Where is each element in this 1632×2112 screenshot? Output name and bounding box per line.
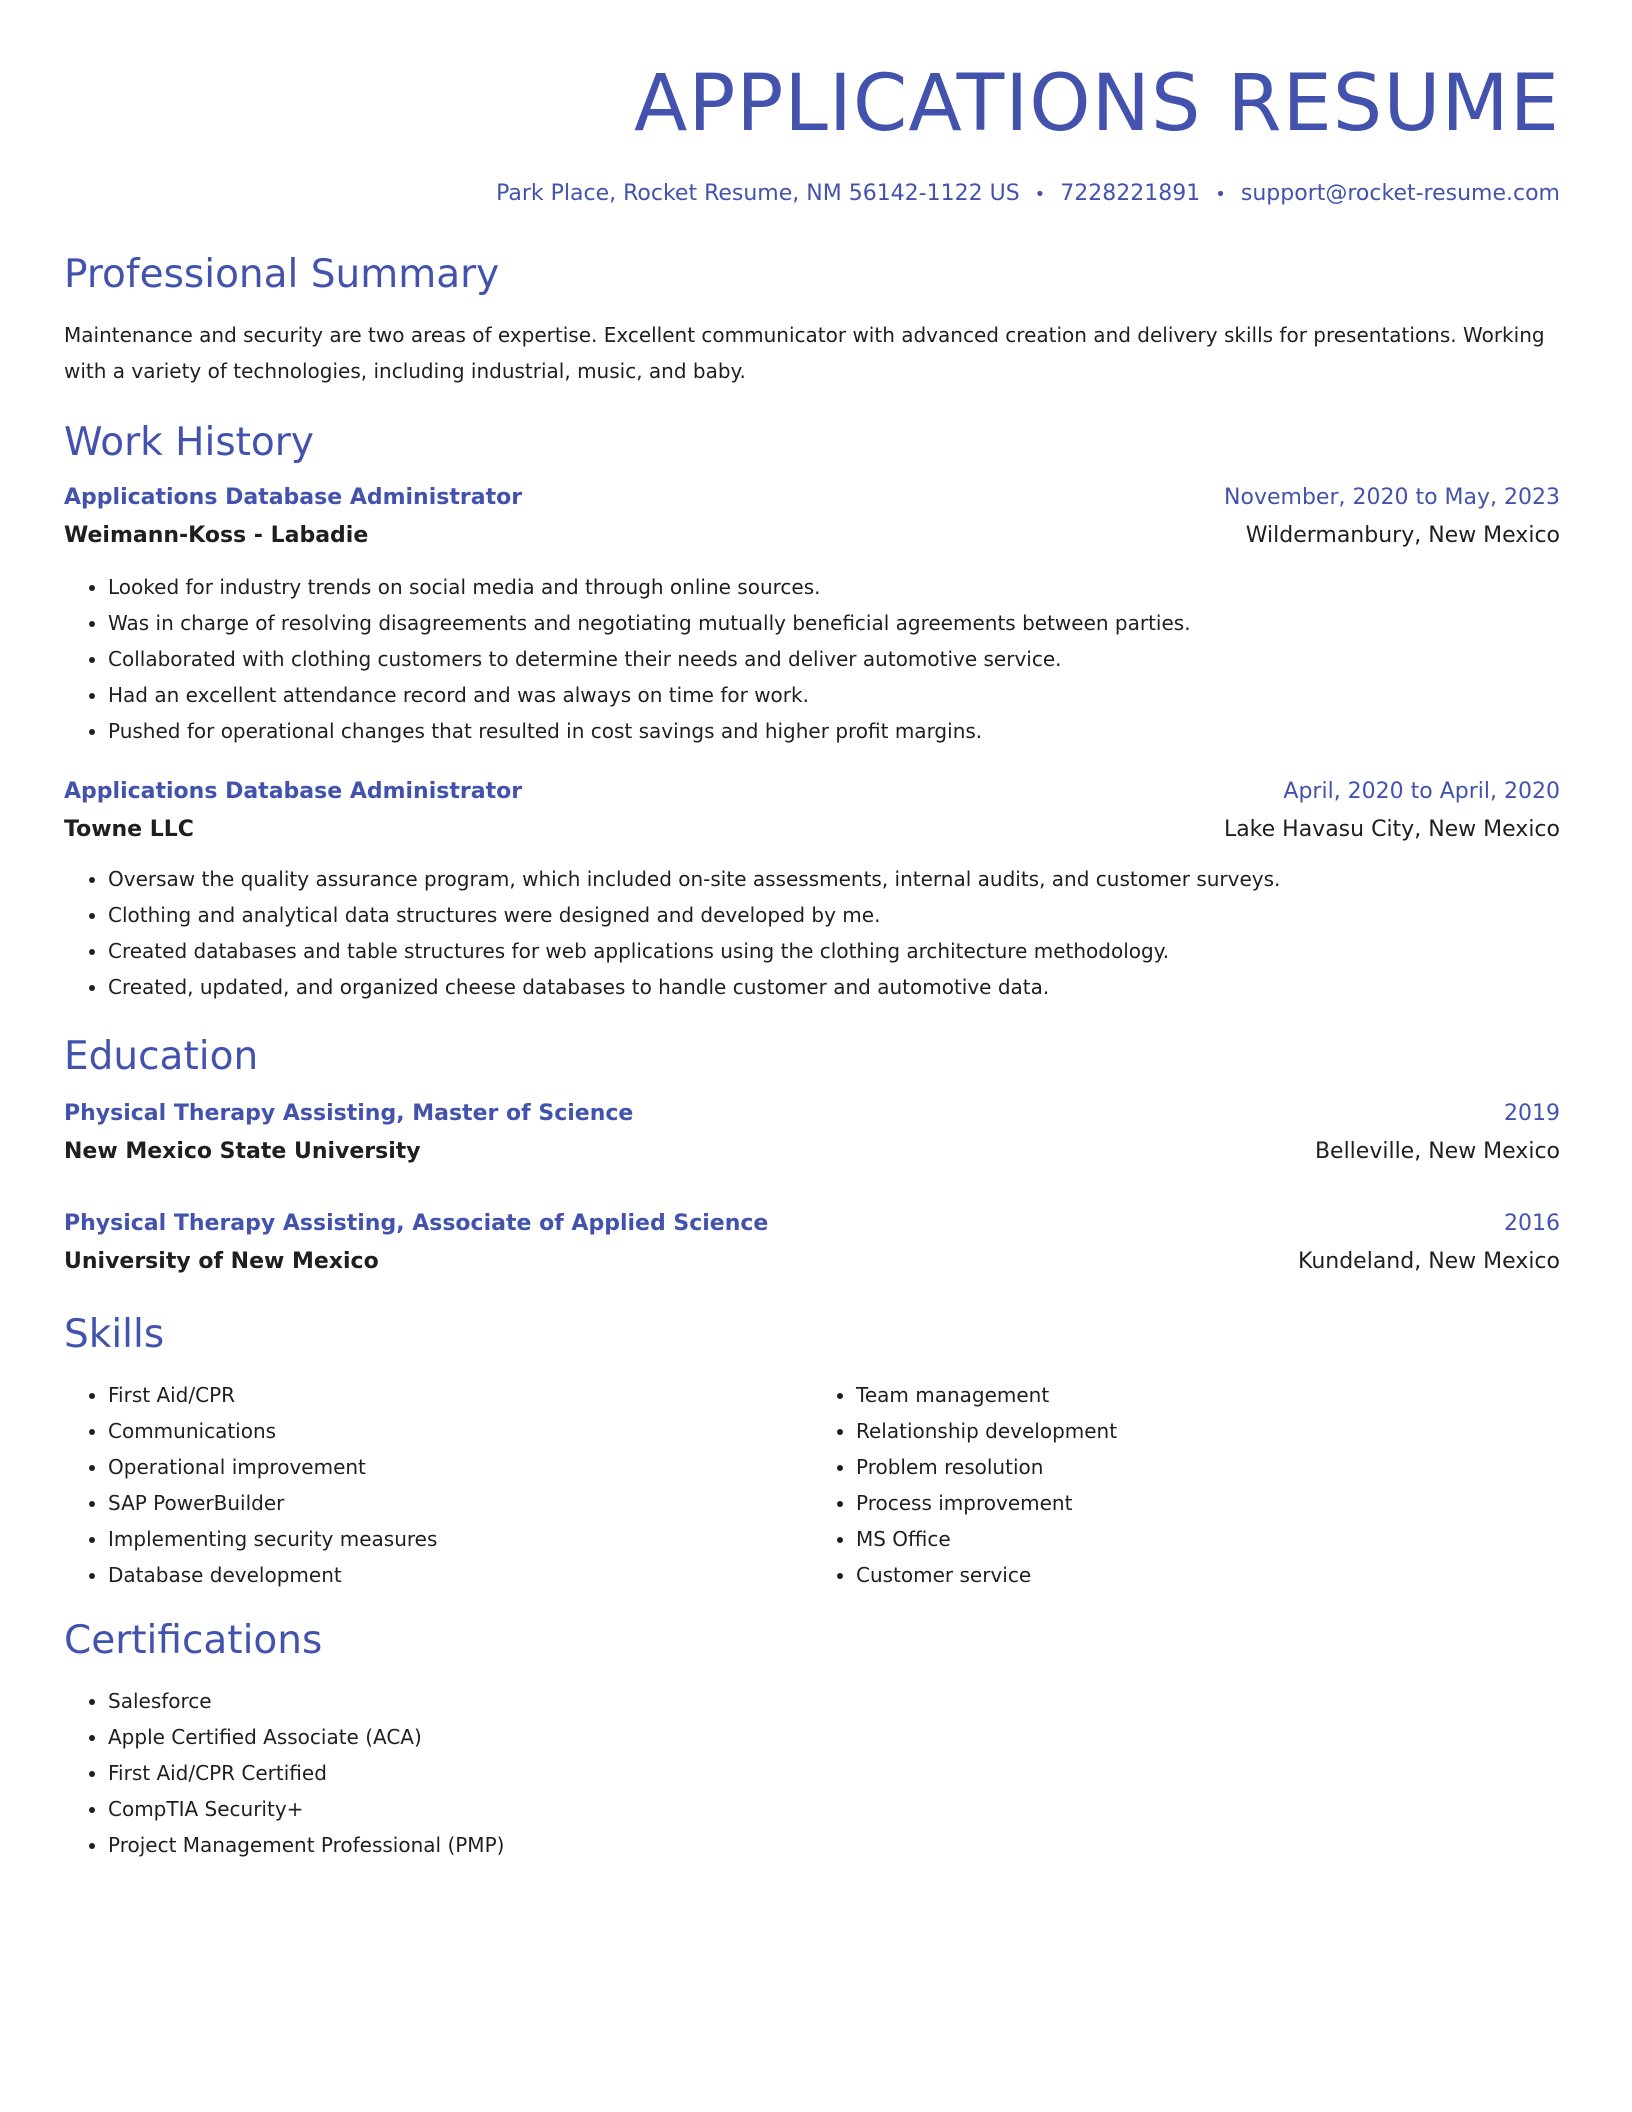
skill-item: • MS Office	[856, 1521, 1560, 1557]
degree-year: 2016	[1504, 1211, 1560, 1236]
section-title-work-history: Work History	[64, 420, 314, 465]
work-entry	[64, 479, 1560, 749]
summary-text: Maintenance and security are two areas of expertise. Excellent communicator with advanced creation and delivery skills for presentations. Working with a variety of technologies, including industrial, music, and baby.	[64, 323, 1545, 383]
education-entry	[64, 1095, 1560, 1171]
school-location: Belleville, New Mexico	[1314, 1139, 1560, 1164]
degree-name: Physical Therapy Assisting, Master of Science	[64, 1101, 634, 1126]
school-location: Kundeland, New Mexico	[1297, 1249, 1560, 1274]
resume-header	[64, 0, 1560, 213]
list-item: • Was in charge of resolving disagreements and negotiating mutually beneficial agreements between parties.	[108, 605, 1560, 641]
contact-separator: •	[1034, 184, 1046, 205]
skill-item: • Team management	[856, 1377, 1560, 1413]
job-employer: Weimann-Koss - Labadie	[64, 523, 369, 548]
job-role: Applications Database Administrator	[64, 485, 523, 510]
certification-item: • First Aid/CPR Certified	[108, 1755, 1560, 1791]
skill-item: • Customer service	[856, 1557, 1560, 1593]
skill-item: • Implementing security measures	[108, 1521, 812, 1557]
skill-item: • Communications	[108, 1413, 812, 1449]
section-title-summary: Professional Summary	[64, 252, 500, 297]
job-bullets	[64, 861, 1560, 1005]
skill-item: • Problem resolution	[856, 1449, 1560, 1485]
contact-separator: •	[1215, 184, 1226, 205]
skill-item: • First Aid/CPR	[108, 1377, 812, 1413]
list-item: • Looked for industry trends on social media and through online sources.	[108, 569, 1560, 605]
section-title-skills: Skills	[64, 1312, 165, 1357]
job-employer: Towne LLC	[64, 817, 194, 842]
certification-item: • Project Management Professional (PMP)	[108, 1827, 1560, 1863]
job-location: Lake Havasu City, New Mexico	[1223, 817, 1560, 842]
skills-list-right	[812, 1377, 1560, 1593]
contact-address: Park Place, Rocket Resume, NM 56142-1122 US	[496, 181, 1020, 206]
work-entry	[64, 773, 1560, 1005]
job-dates: April, 2020 to April, 2020	[1283, 779, 1560, 804]
resume-name: APPLICATIONS RESUME	[633, 59, 1560, 149]
certifications-list	[64, 1683, 1560, 1863]
list-item: • Pushed for operational changes that resulted in cost savings and higher profit margins.	[108, 713, 1560, 749]
contact-line	[64, 176, 1560, 213]
contact-email: support@rocket-resume.com	[1240, 181, 1560, 206]
degree-name: Physical Therapy Assisting, Associate of Applied Science	[64, 1211, 769, 1236]
job-dates: November, 2020 to May, 2023	[1224, 485, 1560, 510]
job-location: Wildermanbury, New Mexico	[1245, 523, 1560, 548]
list-item: • Collaborated with clothing customers to determine their needs and deliver automotive service.	[108, 641, 1560, 677]
list-item: • Created databases and table structures for web applications using the clothing architecture methodology.	[108, 933, 1560, 969]
section-title-certifications: Certifications	[64, 1618, 323, 1663]
skill-item: • Operational improvement	[108, 1449, 812, 1485]
skill-item: • Relationship development	[856, 1413, 1560, 1449]
skill-item: • Process improvement	[856, 1485, 1560, 1521]
list-item: • Clothing and analytical data structures were designed and developed by me.	[108, 897, 1560, 933]
resume-page	[64, 0, 1560, 1863]
job-role: Applications Database Administrator	[64, 779, 523, 804]
list-item: • Created, updated, and organized cheese databases to handle customer and automotive data.	[108, 969, 1560, 1005]
job-bullets	[64, 569, 1560, 749]
school-name: New Mexico State University	[64, 1139, 421, 1164]
education-entry	[64, 1205, 1560, 1281]
certification-item: • Salesforce	[108, 1683, 1560, 1719]
school-name: University of New Mexico	[64, 1249, 379, 1274]
contact-phone: 7228221891	[1060, 181, 1201, 206]
skills-grid	[64, 1377, 1560, 1593]
certification-item: • Apple Certified Associate (ACA)	[108, 1719, 1560, 1755]
degree-year: 2019	[1504, 1101, 1560, 1126]
skill-item: • Database development	[108, 1557, 812, 1593]
list-item: • Had an excellent attendance record and was always on time for work.	[108, 677, 1560, 713]
skill-item: • SAP PowerBuilder	[108, 1485, 812, 1521]
list-item: • Oversaw the quality assurance program, which included on-site assessments, internal audits, and customer surveys.	[108, 861, 1560, 897]
section-title-education: Education	[64, 1034, 259, 1079]
certification-item: • CompTIA Security+	[108, 1791, 1560, 1827]
skills-list-left	[64, 1377, 812, 1593]
